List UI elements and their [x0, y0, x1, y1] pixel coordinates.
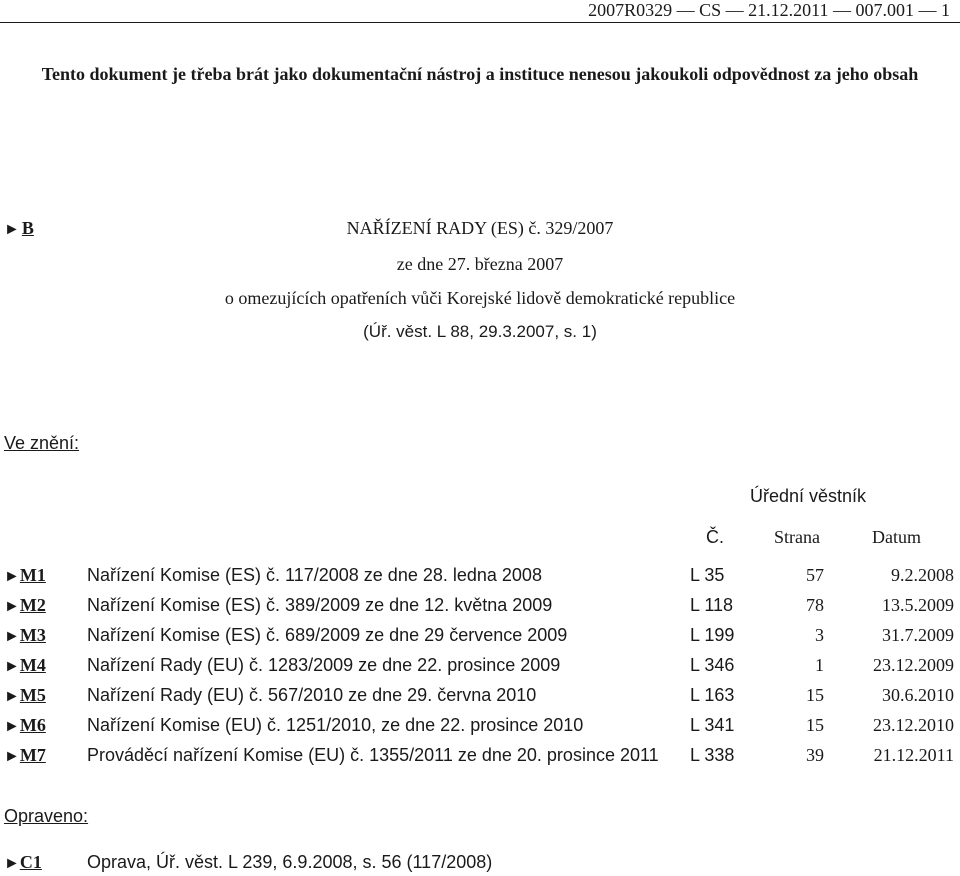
regulation-date: ze dne 27. března 2007	[396, 254, 564, 274]
amendment-row	[0, 625, 960, 649]
document-reference: 2007R0329 — CS — 21.12.2011 — 007.001 — 1	[588, 0, 950, 20]
amendment-row	[0, 715, 960, 739]
triangle-right-icon: ►	[4, 855, 20, 872]
triangle-right-icon: ►	[4, 568, 20, 585]
amendment-code: M6	[19, 715, 46, 735]
amendment-row	[0, 745, 960, 769]
amendment-description: Nařízení Komise (ES) č. 389/2009 ze dne 12. května 2009	[87, 595, 553, 615]
header-rule	[0, 22, 960, 23]
disclaimer-text: Tento dokument je třeba brát jako dokumentační nástroj a instituce nenesou jakoukoli odpovědnost za jeho obsah	[41, 64, 919, 84]
regulation-journal-ref: (Úř. věst. L 88, 29.3.2007, s. 1)	[363, 322, 597, 341]
correction-description: Oprava, Úř. věst. L 239, 6.9.2008, s. 56 (117/2008)	[87, 852, 493, 872]
amendment-description: Nařízení Rady (EU) č. 567/2010 ze dne 29. června 2010	[87, 685, 537, 705]
triangle-right-icon: ►	[4, 688, 20, 705]
column-number-header: Č.	[706, 527, 724, 547]
amendment-marker-link[interactable]	[4, 715, 46, 736]
amendment-journal-number: L 341	[690, 715, 735, 735]
amendment-code: M2	[19, 595, 46, 615]
amendment-page: 15	[806, 685, 824, 705]
triangle-right-icon: ►	[4, 658, 20, 675]
amendment-journal-number: L 118	[690, 595, 734, 615]
regulation-title: NAŘÍZENÍ RADY (ES) č. 329/2007	[346, 218, 614, 238]
amendment-journal-number: L 199	[690, 625, 735, 645]
amendment-date: 23.12.2009	[873, 655, 954, 675]
amendment-description: Nařízení Rady (EU) č. 1283/2009 ze dne 22. prosince 2009	[87, 655, 561, 675]
amendment-journal-number: L 338	[690, 745, 735, 765]
amendment-marker-link[interactable]	[4, 625, 46, 646]
correction-code: C1	[19, 852, 42, 872]
amendment-marker-link[interactable]	[4, 745, 46, 766]
triangle-right-icon: ►	[4, 221, 20, 238]
amendment-date: 9.2.2008	[891, 565, 954, 585]
amendment-page: 39	[806, 745, 824, 765]
amended-by-label: Ve znění:	[4, 433, 80, 453]
amendment-marker-link[interactable]	[4, 565, 46, 586]
triangle-right-icon: ►	[4, 718, 20, 735]
column-date-header: Datum	[872, 527, 921, 547]
triangle-right-icon: ►	[4, 748, 20, 765]
amendment-date: 21.12.2011	[873, 745, 954, 765]
amendment-page: 3	[815, 625, 824, 645]
amendment-code: M3	[19, 625, 46, 645]
amendment-code: M5	[19, 685, 46, 705]
amendment-page: 15	[806, 715, 824, 735]
journal-heading: Úřední věstník	[750, 486, 867, 506]
amendment-date: 31.7.2009	[882, 625, 954, 645]
triangle-right-icon: ►	[4, 598, 20, 615]
amendment-code: M7	[19, 745, 46, 765]
amendment-page: 1	[815, 655, 824, 675]
corrected-by-label: Opraveno:	[4, 806, 89, 826]
column-page-header: Strana	[774, 527, 820, 547]
amendment-description: Nařízení Komise (ES) č. 117/2008 ze dne 28. ledna 2008	[87, 565, 542, 585]
amendment-journal-number: L 163	[690, 685, 735, 705]
amendment-page: 78	[806, 595, 824, 615]
amendment-row	[0, 655, 960, 679]
amendment-marker-link[interactable]	[4, 685, 46, 706]
amendment-page: 57	[806, 565, 824, 585]
amendment-row	[0, 595, 960, 619]
amendment-row	[0, 685, 960, 709]
amendment-description: Nařízení Komise (ES) č. 689/2009 ze dne 29 července 2009	[87, 625, 568, 645]
amendment-date: 23.12.2010	[873, 715, 954, 735]
amendment-journal-number: L 346	[690, 655, 735, 675]
amendment-description: Prováděcí nařízení Komise (EU) č. 1355/2011 ze dne 20. prosince 2011	[87, 745, 659, 765]
amendment-marker-link[interactable]	[4, 595, 46, 616]
correction-row	[0, 852, 960, 876]
triangle-right-icon: ►	[4, 628, 20, 645]
amendment-code: M4	[19, 655, 46, 675]
amendment-marker-link[interactable]	[4, 655, 46, 676]
amendment-date: 30.6.2010	[882, 685, 954, 705]
correction-marker-link[interactable]	[4, 852, 42, 873]
amendment-date: 13.5.2009	[882, 595, 954, 615]
amendment-journal-number: L 35	[690, 565, 725, 585]
amendment-description: Nařízení Komise (EU) č. 1251/2010, ze dne 22. prosince 2010	[87, 715, 584, 735]
amendment-code: M1	[19, 565, 46, 585]
amendment-row	[0, 565, 960, 589]
base-marker-code: B	[21, 218, 34, 238]
regulation-subject: o omezujících opatřeních vůči Korejské lidově demokratické republice	[224, 288, 736, 308]
